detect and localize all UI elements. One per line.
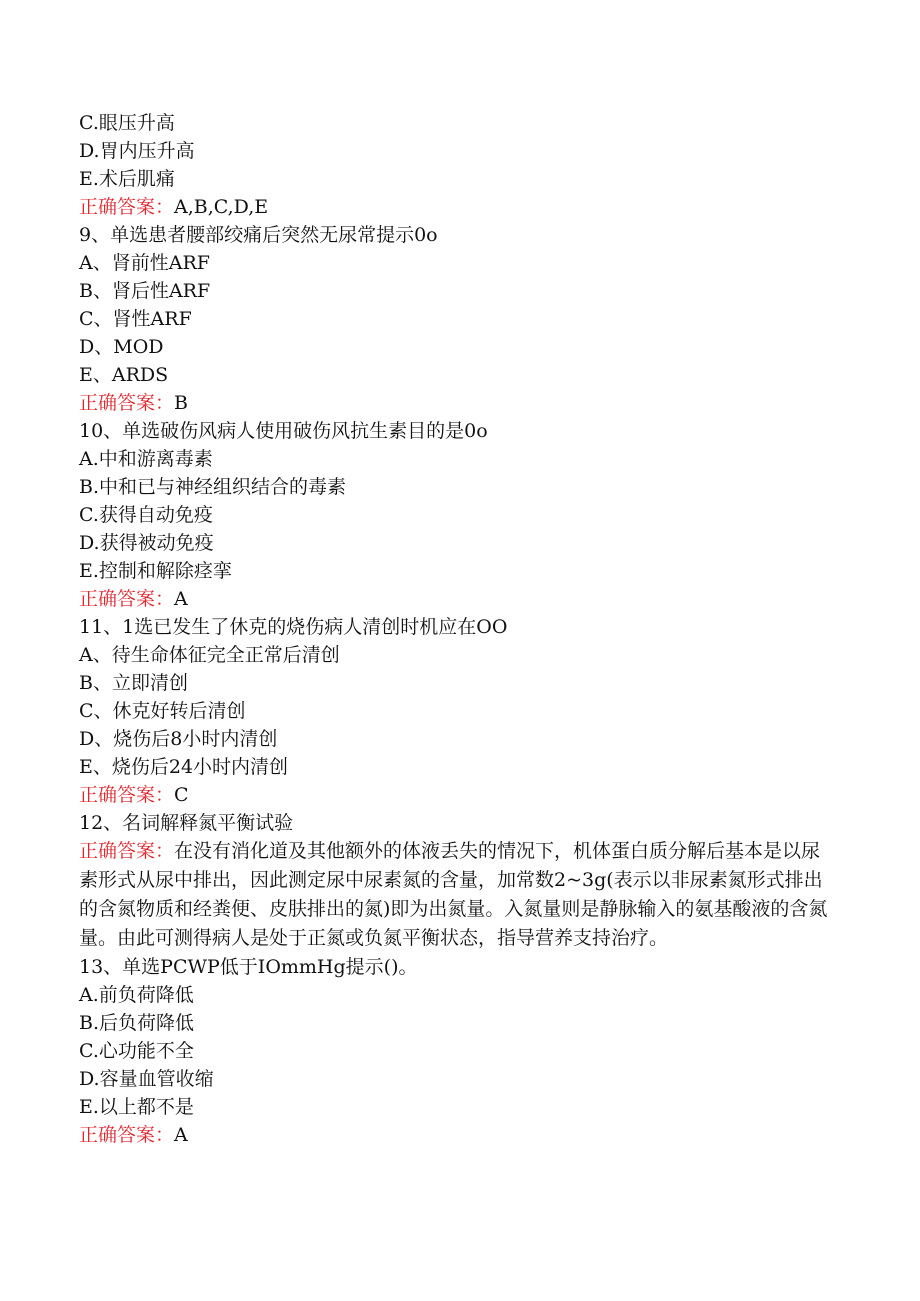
q8-answer [79,193,839,221]
q9-option-e: E、ARDS [79,364,169,386]
q9-option-b: B、肾后性ARF [79,280,211,302]
q12-stem: 12、名词解释氮平衡试验 [79,812,294,834]
answer-value: A [174,1124,188,1146]
q11-option-d: D、烧伤后8小时内清创 [79,728,278,750]
q13-option-b: B.后负荷降低 [79,1012,195,1034]
q10-option-a: A.中和游离毒素 [79,448,213,470]
q8-option-d: D.胃内压升高 [79,140,195,162]
q13-option-a: A.前负荷降低 [79,984,194,1006]
q9-stem: 9、单选患者腰部绞痛后突然无尿常提示0o [79,224,438,246]
q11-option-b: B、立即清创 [79,672,188,694]
answer-label: 正确答案： [79,784,175,806]
document-content [79,109,839,1149]
answer-value: 在没有消化道及其他额外的体液丢失的情况下，机体蛋白质分解后基本是以尿素形式从尿中排出，因此测定尿中尿素氮的含量，加常数2~3g(表示以非尿素氮形式排出的含氮物质和经粪便、皮肤排出的氮)即为出氮量。入氮量则是静脉输入的氨基酸液的含氮量。由此可测得病人是处于正氮或负氮平衡状态，指导营养支持治疗。 [79,840,828,949]
answer-label: 正确答案： [79,1124,175,1146]
q10-option-d: D.获得被动免疫 [79,532,214,554]
q11-option-e: E、烧伤后24小时内清创 [79,756,289,778]
q10-option-b: B.中和已与神经组织结合的毒素 [79,476,347,498]
q11-stem: 11、1选已发生了休克的烧伤病人清创时机应在OO [79,616,508,638]
q9-option-a: A、肾前性ARF [79,252,210,274]
q8-option-c: C.眼压升高 [79,112,175,134]
q11-option-c: C、休克好转后清创 [79,700,246,722]
answer-label: 正确答案： [79,588,175,610]
q13-answer [79,1121,839,1149]
answer-value: C [174,784,189,806]
q13-option-c: C.心功能不全 [79,1040,194,1062]
q10-option-c: C.获得自动免疫 [79,504,213,526]
q11-option-a: A、待生命体征完全正常后清创 [79,644,340,666]
q13-option-d: D.容量血管收缩 [79,1068,214,1090]
q9-option-d: D、MOD [79,336,164,358]
q10-stem: 10、单选破伤风病人使用破伤风抗生素目的是0o [79,420,488,442]
q13-stem: 13、单选PCWP低于IOmmHg提示()。 [79,956,418,978]
q11-answer [79,781,839,809]
q9-answer [79,389,839,417]
answer-value: B [174,392,188,414]
q10-answer [79,585,839,613]
answer-value: A [174,588,188,610]
answer-label: 正确答案： [79,392,175,414]
q13-option-e: E.以上都不是 [79,1096,194,1118]
q8-option-e: E.术后肌痛 [79,168,175,190]
answer-value: A,B,C,D,E [174,196,269,218]
q10-option-e: E.控制和解除痉挛 [79,560,232,582]
q9-option-c: C、肾性ARF [79,308,192,330]
answer-label: 正确答案： [79,196,175,218]
answer-label: 正确答案： [79,840,175,862]
q12-answer [79,837,839,953]
